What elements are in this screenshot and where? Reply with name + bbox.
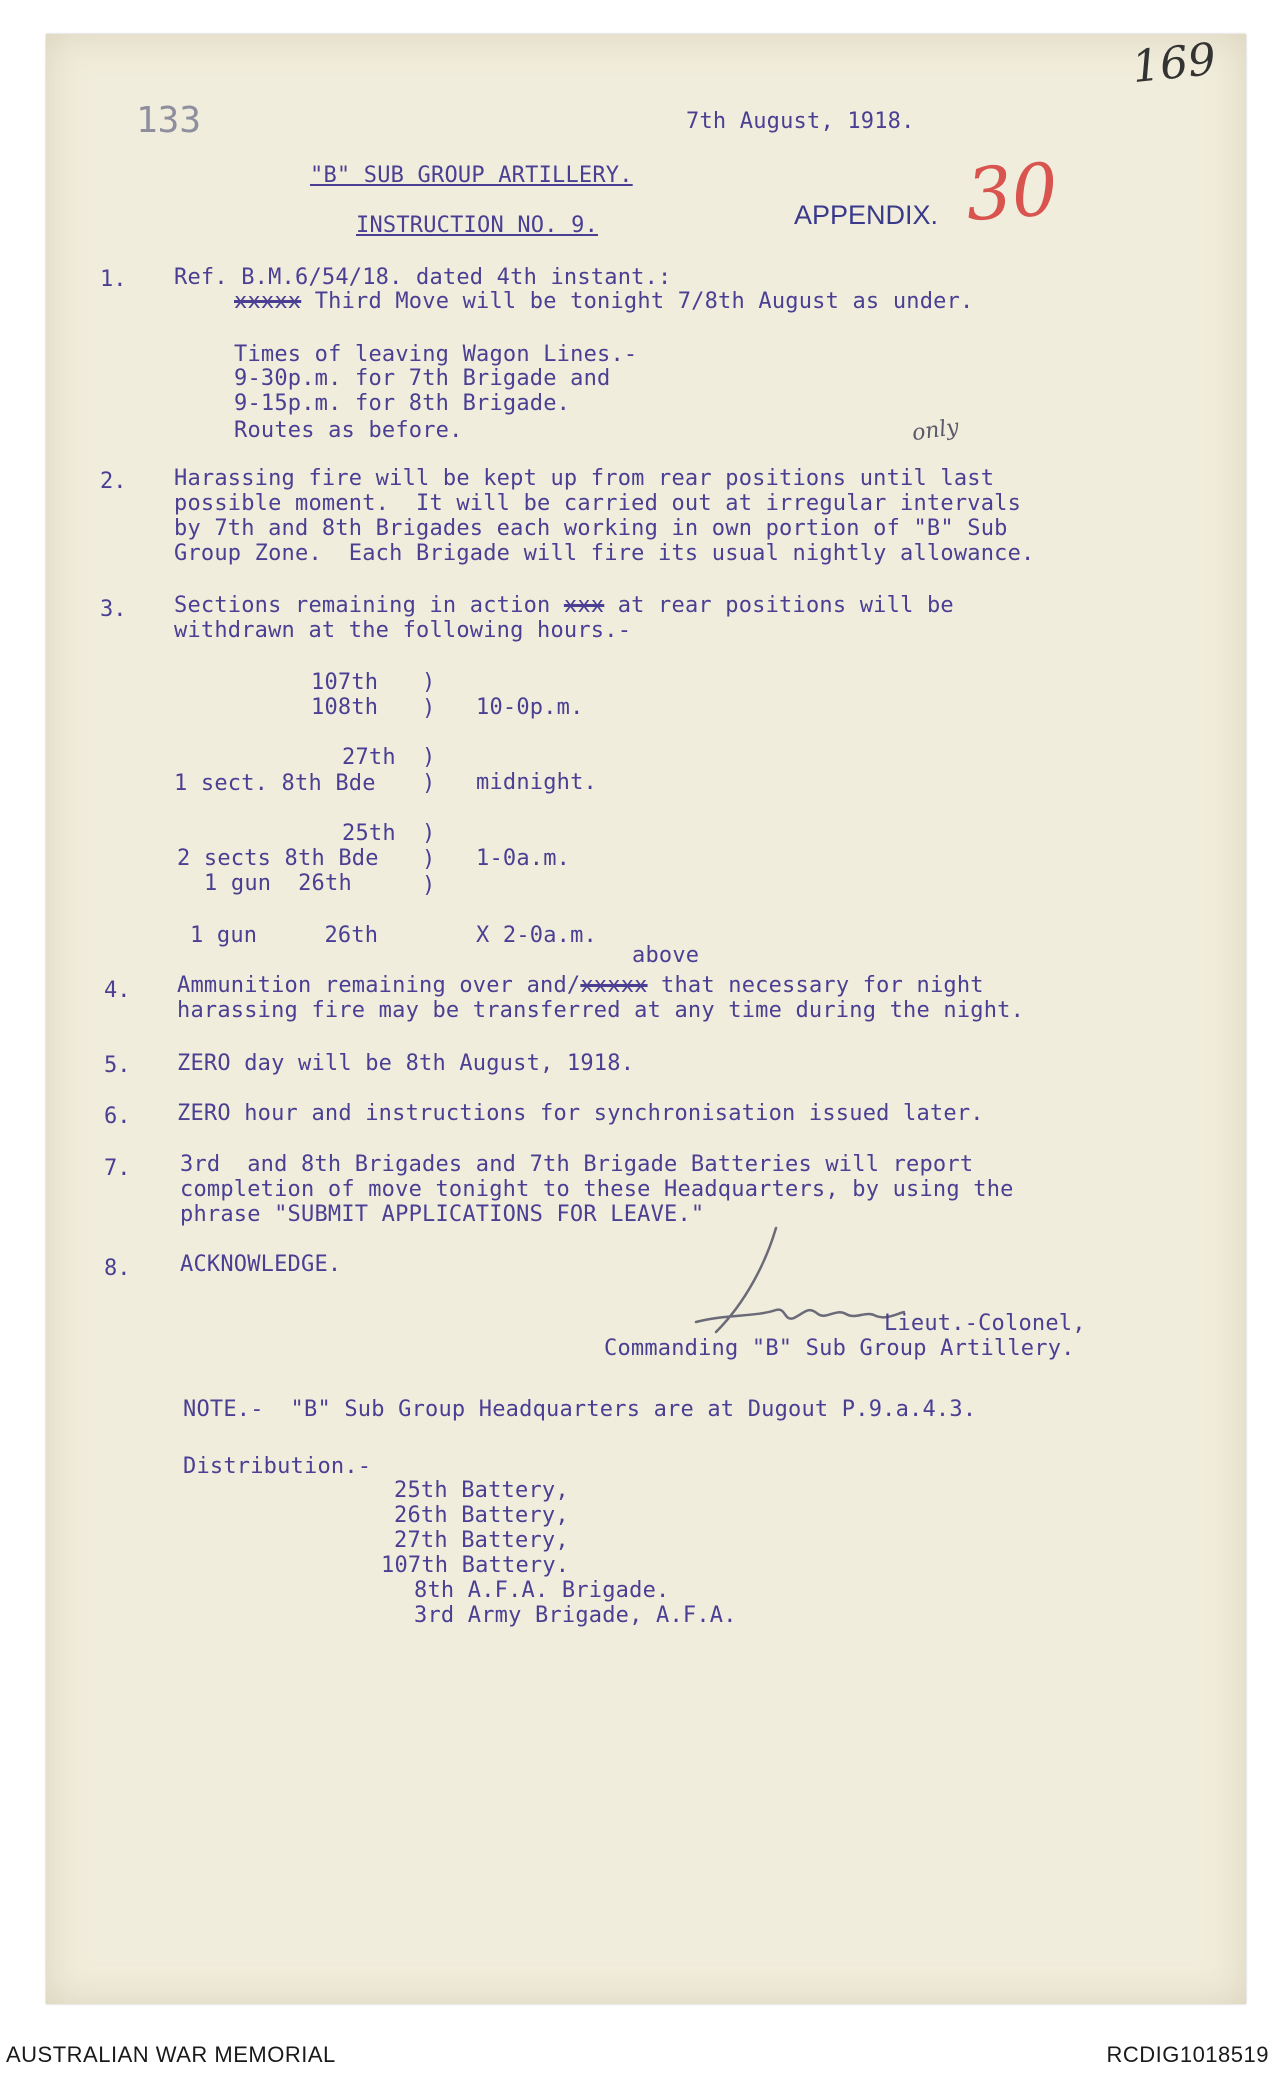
item-2-line-1: Harassing fire will be kept up from rear positions until last xyxy=(174,466,995,491)
title-line-1: "B" SUB GROUP ARTILLERY. xyxy=(310,163,633,188)
item-2-line-3: by 7th and 8th Brigades each working in own portion of "B" Sub xyxy=(174,516,1008,541)
schedule-unit: 1 gun 26th xyxy=(190,923,379,948)
item-6-number: 6. xyxy=(104,1104,131,1129)
distribution-item: 25th Battery, xyxy=(394,1478,569,1503)
appendix-number: 30 xyxy=(963,146,1061,238)
item-6-line-1: ZERO hour and instructions for synchronisation issued later. xyxy=(177,1101,984,1126)
schedule-time: X 2-0a.m. xyxy=(476,923,598,948)
struck-text: xxxxx xyxy=(234,289,302,314)
item-2-line-4: Group Zone. Each Brigade will fire its usual nightly allowance. xyxy=(174,541,1035,566)
item-3-line-2: withdrawn at the following hours.- xyxy=(174,618,632,643)
schedule-brace: ) ) xyxy=(422,670,436,721)
item-3-line-1b: at rear positions will be xyxy=(617,593,954,618)
title-line-2: INSTRUCTION NO. 9. xyxy=(356,213,599,238)
item-7-line-3: phrase "SUBMIT APPLICATIONS FOR LEAVE." xyxy=(180,1202,705,1227)
item-1-line-1: Ref. B.M.6/54/18. dated 4th instant.: xyxy=(174,265,672,290)
item-3-line-1 xyxy=(174,593,954,619)
folio-number: 169 xyxy=(1129,33,1219,94)
footer-reference: RCDIG1018519 xyxy=(1106,2042,1269,2067)
item-8-line-1: ACKNOWLEDGE. xyxy=(180,1252,342,1277)
handwritten-signature xyxy=(666,1222,906,1352)
item-1-line-2-text: Third Move will be tonight 7/8th August as under. xyxy=(314,289,974,314)
signature-rank: Lieut.-Colonel, xyxy=(884,1311,1086,1336)
item-4-insertion: above xyxy=(632,943,700,968)
item-7-number: 7. xyxy=(104,1156,131,1181)
struck-text: xxx xyxy=(563,593,605,618)
item-7-line-1: 3rd and 8th Brigades and 7th Brigade Batteries will report xyxy=(180,1152,974,1177)
signature-role: Commanding "B" Sub Group Artillery. xyxy=(604,1336,1075,1361)
schedule-unit: 27th xyxy=(342,745,396,770)
item-3-number: 3. xyxy=(100,597,127,622)
item-1-line-2 xyxy=(234,289,974,315)
schedule-time: 1-0a.m. xyxy=(476,846,571,871)
schedule-brace: ) ) ) xyxy=(422,821,436,898)
item-2-number: 2. xyxy=(100,469,127,494)
schedule-time: midnight. xyxy=(476,770,598,795)
item-2-line-2: possible moment. It will be carried out at irregular intervals xyxy=(174,491,1022,516)
schedule-unit: 1 gun 26th xyxy=(204,871,352,896)
item-4-line-1a: Ammunition remaining over and/ xyxy=(177,973,581,998)
footer-institution: AUSTRALIAN WAR MEMORIAL xyxy=(6,2042,336,2067)
item-8-number: 8. xyxy=(104,1256,131,1281)
note-line: NOTE.- "B" Sub Group Headquarters are at Dugout P.9.a.4.3. xyxy=(183,1397,977,1422)
schedule-unit: 108th xyxy=(311,695,379,720)
item-4-line-1 xyxy=(177,973,984,999)
item-3-line-1a: Sections remaining in action xyxy=(174,593,551,618)
schedule-unit: 25th xyxy=(342,821,396,846)
item-1-line-6: Routes as before. xyxy=(234,418,463,443)
document-date: 7th August, 1918. xyxy=(686,109,915,134)
item-1-number: 1. xyxy=(100,267,127,292)
item-1-line-5: 9-15p.m. for 8th Brigade. xyxy=(234,391,571,416)
schedule-unit: 107th xyxy=(311,670,379,695)
item-1-line-4: 9-30p.m. for 7th Brigade and xyxy=(234,366,611,391)
distribution-heading: Distribution.- xyxy=(183,1454,372,1479)
distribution-item: 8th A.F.A. Brigade. xyxy=(414,1578,670,1603)
item-4-number: 4. xyxy=(104,978,131,1003)
item-2-insertion: only xyxy=(910,414,961,447)
distribution-item: 107th Battery. xyxy=(381,1553,570,1578)
schedule-unit: 1 sect. 8th Bde xyxy=(174,771,376,796)
item-5-number: 5. xyxy=(104,1053,131,1078)
schedule-time: 10-0p.m. xyxy=(476,695,584,720)
schedule-unit: 2 sects 8th Bde xyxy=(177,846,379,871)
item-4-line-2: harassing fire may be transferred at any time during the night. xyxy=(177,998,1025,1023)
distribution-item: 26th Battery, xyxy=(394,1503,569,1528)
distribution-item: 3rd Army Brigade, A.F.A. xyxy=(414,1603,737,1628)
item-7-line-2: completion of move tonight to these Headquarters, by using the xyxy=(180,1177,1014,1202)
distribution-item: 27th Battery, xyxy=(394,1528,569,1553)
struck-text: xxxxx xyxy=(580,973,648,998)
archive-number: 133 xyxy=(136,100,202,141)
item-5-line-1: ZERO day will be 8th August, 1918. xyxy=(177,1051,635,1076)
appendix-label: APPENDIX. xyxy=(794,200,939,230)
item-4-line-1b: that necessary for night xyxy=(661,973,984,998)
item-1-line-3: Times of leaving Wagon Lines.- xyxy=(234,342,638,367)
schedule-brace: ) ) xyxy=(422,745,436,796)
